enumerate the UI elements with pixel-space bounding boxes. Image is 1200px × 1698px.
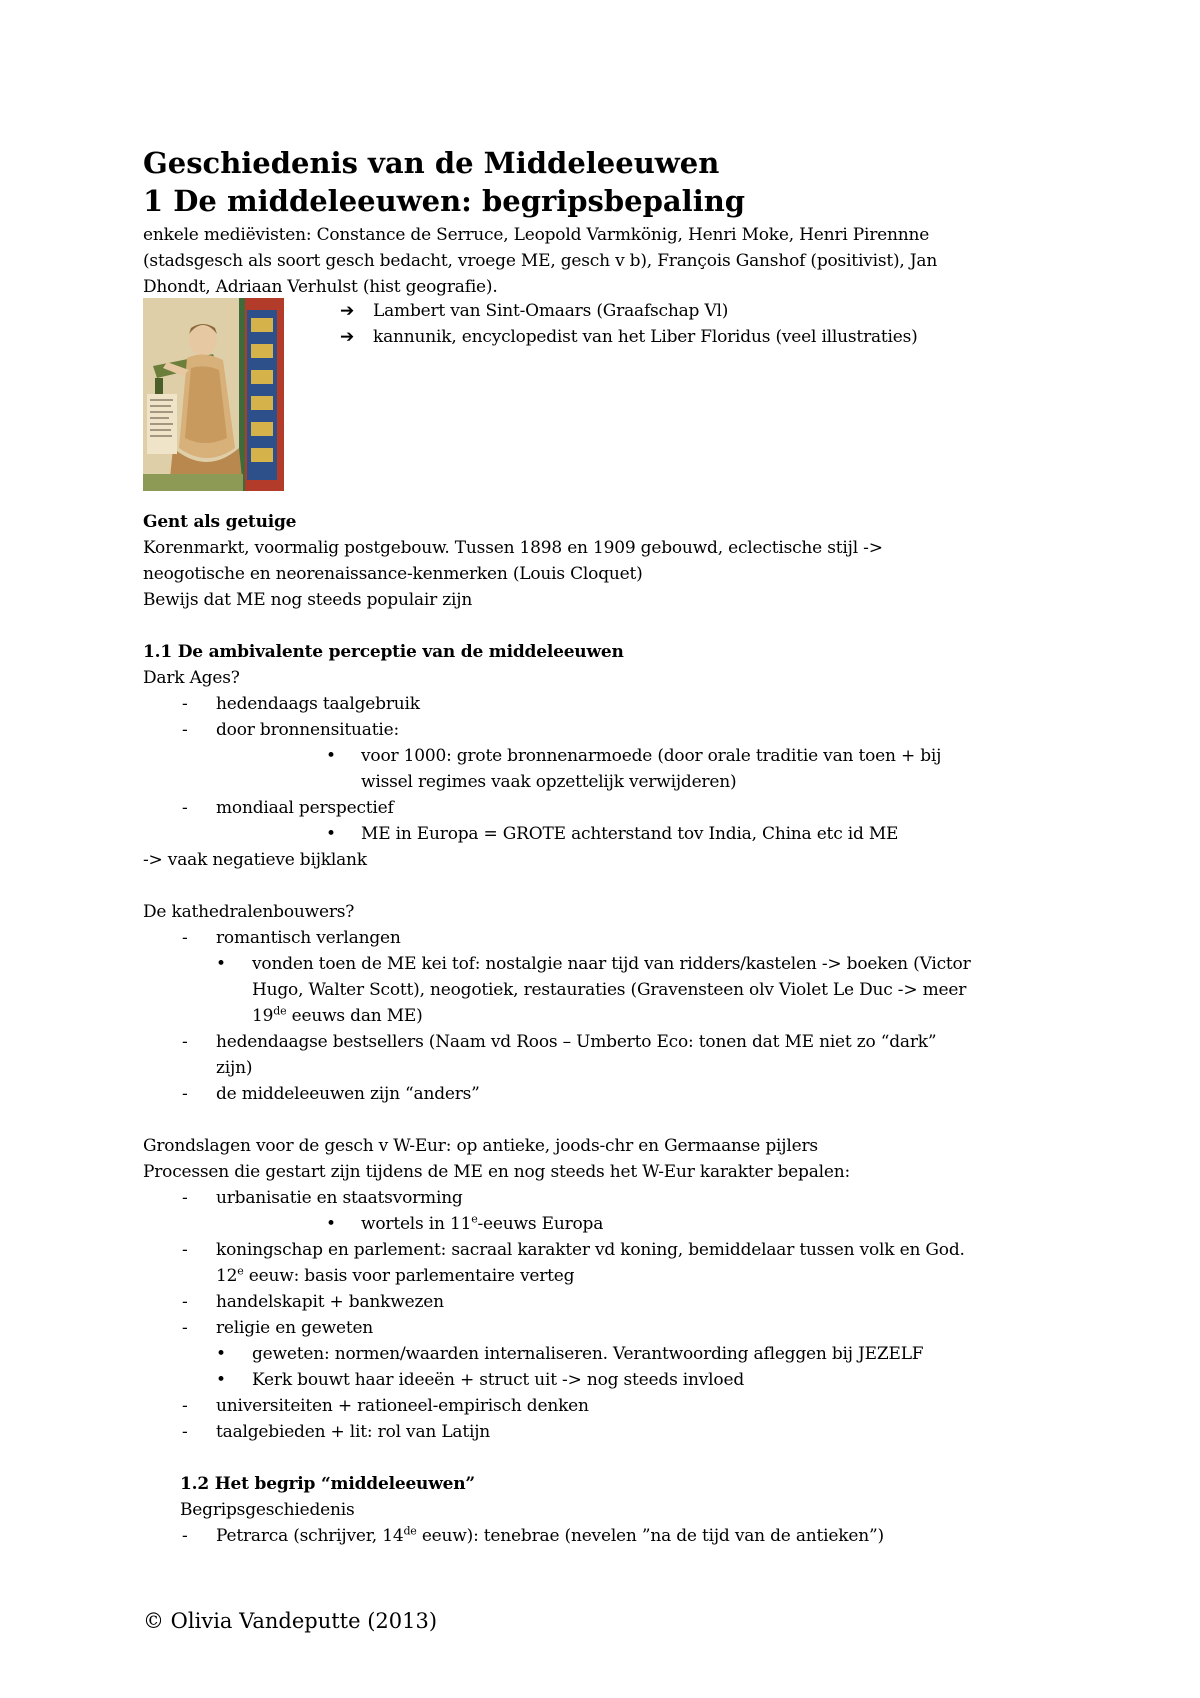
list-item-continued: zijn) — [216, 1058, 253, 1078]
manuscript-illustration — [143, 298, 284, 491]
processen-line: Processen die gestart zijn tijdens de ME en nog steeds het W-Eur karakter bepalen: — [143, 1162, 851, 1182]
list-item-continued — [216, 1263, 574, 1289]
dash-bullet: - — [182, 1396, 188, 1416]
list-item-continued: wissel regimes vaak opzettelijk verwijderen) — [361, 772, 737, 792]
list-item: ME in Europa = GROTE achterstand tov India, China etc id ME — [361, 824, 899, 844]
intro-line-1: enkele mediëvisten: Constance de Serruce, Leopold Varmkönig, Henri Moke, Henri Pirennne — [143, 225, 930, 245]
superscript: e — [237, 1264, 244, 1278]
chapter-title: 1 De middeleeuwen: begripsbepaling — [143, 184, 746, 218]
list-item: hedendaagse bestsellers (Naam vd Roos – Umberto Eco: tonen dat ME niet zo “dark” — [216, 1032, 937, 1052]
dash-bullet: - — [182, 798, 188, 818]
section-heading-1-1: 1.1 De ambivalente perceptie van de middeleeuwen — [143, 642, 624, 662]
list-item: de middeleeuwen zijn “anders” — [216, 1084, 480, 1104]
section-heading-gent: Gent als getuige — [143, 512, 297, 532]
arrow-icon: ➔ — [340, 301, 355, 321]
conclusion-line: -> vaak negatieve bijklank — [143, 850, 367, 870]
dot-bullet: • — [326, 746, 337, 766]
list-item-continued — [252, 1003, 423, 1029]
list-item — [216, 1523, 884, 1549]
dark-ages-label: Dark Ages? — [143, 668, 240, 688]
text-run: Petrarca (schrijver, 14 — [216, 1526, 404, 1546]
copyright-footer: © Olivia Vandeputte (2013) — [143, 1609, 438, 1633]
section-heading-1-2: 1.2 Het begrip “middeleeuwen” — [180, 1474, 476, 1494]
list-item: door bronnensituatie: — [216, 720, 399, 740]
list-item — [361, 1211, 603, 1237]
dash-bullet: - — [182, 928, 188, 948]
dash-bullet: - — [182, 1526, 188, 1546]
intro-line-2: (stadsgesch als soort gesch bedacht, vroege ME, gesch v b), François Ganshof (positivist), Jan — [143, 251, 938, 271]
dash-bullet: - — [182, 694, 188, 714]
intro-line-3: Dhondt, Adriaan Verhulst (hist geografie). — [143, 277, 498, 297]
dash-bullet: - — [182, 720, 188, 740]
list-item: mondiaal perspectief — [216, 798, 394, 818]
list-item: romantisch verlangen — [216, 928, 401, 948]
dash-bullet: - — [182, 1084, 188, 1104]
dash-bullet: - — [182, 1188, 188, 1208]
list-item: taalgebieden + lit: rol van Latijn — [216, 1422, 491, 1442]
superscript: de — [403, 1524, 417, 1538]
dot-bullet: • — [326, 1214, 337, 1234]
arrow-icon: ➔ — [340, 327, 355, 347]
arrow-item-1: Lambert van Sint-Omaars (Graafschap Vl) — [373, 301, 729, 321]
text-run: 19 — [252, 1006, 274, 1026]
gent-line-3: Bewijs dat ME nog steeds populair zijn — [143, 590, 473, 610]
list-item: voor 1000: grote bronnenarmoede (door orale traditie van toen + bij — [361, 746, 942, 766]
grondslagen-line: Grondslagen voor de gesch v W-Eur: op antieke, joods-chr en Germaanse pijlers — [143, 1136, 818, 1156]
dash-bullet: - — [182, 1292, 188, 1312]
list-item: Kerk bouwt haar ideeën + struct uit -> nog steeds invloed — [252, 1370, 745, 1390]
arrow-item-2: kannunik, encyclopedist van het Liber Floridus (veel illustraties) — [373, 327, 918, 347]
dot-bullet: • — [216, 954, 227, 974]
document-title: Geschiedenis van de Middeleeuwen — [143, 146, 720, 180]
dash-bullet: - — [182, 1318, 188, 1338]
list-item: koningschap en parlement: sacraal karakter vd koning, bemiddelaar tussen volk en God. — [216, 1240, 965, 1260]
text-run: eeuw): tenebrae (nevelen ”na de tijd van de antieken”) — [416, 1526, 884, 1546]
list-item: hedendaags taalgebruik — [216, 694, 420, 714]
list-item: handelskapit + bankwezen — [216, 1292, 444, 1312]
subheading: Begripsgeschiedenis — [180, 1500, 355, 1520]
dot-bullet: • — [326, 824, 337, 844]
gent-line-1: Korenmarkt, voormalig postgebouw. Tussen 1898 en 1909 gebouwd, eclectische stijl -> — [143, 538, 883, 558]
text-run: eeuw: basis voor parlementaire verteg — [243, 1266, 575, 1286]
dot-bullet: • — [216, 1370, 227, 1390]
text-run: eeuws dan ME) — [286, 1006, 423, 1026]
list-item: urbanisatie en staatsvorming — [216, 1188, 463, 1208]
dash-bullet: - — [182, 1032, 188, 1052]
superscript: e — [471, 1212, 478, 1226]
list-item-continued: Hugo, Walter Scott), neogotiek, restauraties (Gravensteen olv Violet Le Duc -> meer — [252, 980, 967, 1000]
list-item: universiteiten + rationeel-empirisch denken — [216, 1396, 589, 1416]
dash-bullet: - — [182, 1240, 188, 1260]
superscript: de — [273, 1004, 287, 1018]
text-run: wortels in 11 — [361, 1214, 472, 1234]
text-run: 12 — [216, 1266, 238, 1286]
gent-line-2: neogotische en neorenaissance-kenmerken (Louis Cloquet) — [143, 564, 643, 584]
list-item: geweten: normen/waarden internaliseren. Verantwoording afleggen bij JEZELF — [252, 1344, 924, 1364]
dash-bullet: - — [182, 1422, 188, 1442]
list-item: religie en geweten — [216, 1318, 374, 1338]
kathedraal-label: De kathedralenbouwers? — [143, 902, 355, 922]
text-run: -eeuws Europa — [477, 1214, 604, 1234]
dot-bullet: • — [216, 1344, 227, 1364]
list-item: vonden toen de ME kei tof: nostalgie naar tijd van ridders/kastelen -> boeken (Victor — [252, 954, 971, 974]
